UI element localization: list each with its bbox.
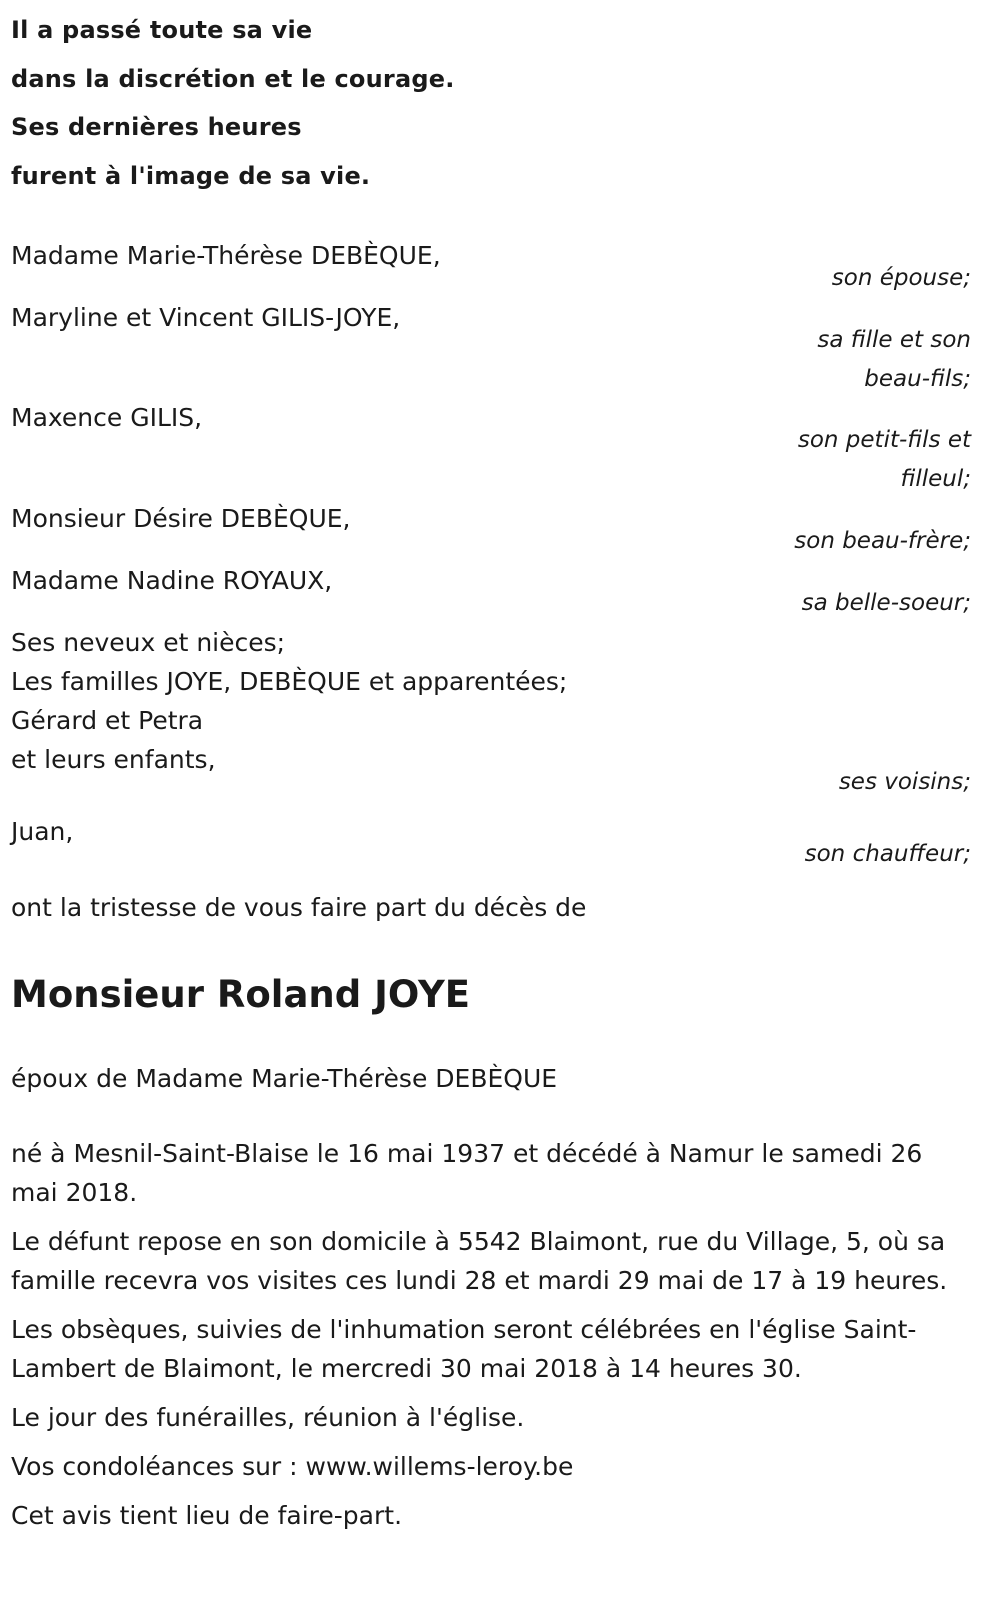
poem (11, 0, 971, 200)
relative-row (11, 499, 971, 561)
relative-role: sa belle-soeur; (801, 590, 971, 616)
details (11, 1134, 971, 1535)
meeting-text: Le jour des funérailles, réunion à l'église. (11, 1403, 525, 1432)
relative-name: Madame Marie-Thérèse DEBÈQUE, (11, 241, 441, 270)
spouse-line: époux de Madame Marie-Thérèse DEBÈQUE (11, 1064, 558, 1093)
deceased-name: Monsieur Roland JOYE (11, 973, 471, 1016)
relative-role: son petit-fils et filleul; (797, 427, 971, 492)
visitation-text: Le défunt repose en son domicile à 5542 Blaimont, rue du Village, 5, où sa famille recevra vos visites ces lundi 28 et mardi 29 mai de 17 à 19 heures. (11, 1227, 948, 1295)
birth-death-text: né à Mesnil-Saint-Blaise le 16 mai 1937 et décédé à Namur le samedi 26 mai 2018. (11, 1139, 923, 1207)
announcement: ont la tristesse de vous faire part du décès de (11, 893, 587, 922)
relative-role: son épouse; (831, 265, 971, 291)
relative-name: Maxence GILIS, (11, 403, 203, 432)
relative-name: Maryline et Vincent GILIS-JOYE, (11, 303, 401, 332)
relative-name: Juan, (11, 817, 74, 846)
relative-role: son chauffeur; (804, 841, 971, 867)
relative-role: ses voisins; (838, 769, 971, 795)
relative-name: Gérard et Petra (11, 706, 204, 735)
relative-name: et leurs enfants, (11, 745, 216, 774)
relatives-others (11, 623, 971, 802)
notice-text: Cet avis tient lieu de faire-part. (11, 1501, 403, 1530)
relative-row (11, 812, 971, 882)
condolences-text: Vos condoléances sur : www.willems-leroy.be (11, 1452, 574, 1481)
poem-line: furent à l'image de sa vie. (11, 161, 371, 190)
relative-role: sa fille et son beau-fils; (817, 327, 971, 392)
poem-line: Ses dernières heures (11, 113, 302, 141)
poem-line: Il a passé toute sa vie (11, 16, 313, 44)
funeral-text: Les obsèques, suivies de l'inhumation seront célébrées en l'église Saint-Lambert de Blaimont, le mercredi 30 mai 2018 à 14 heures 30. (11, 1315, 917, 1383)
relative-name: Madame Nadine ROYAUX, (11, 566, 333, 595)
relative-row (11, 236, 971, 298)
relative-row (11, 561, 971, 623)
relative-name: Monsieur Désire DEBÈQUE, (11, 504, 351, 533)
poem-line: dans la discrétion et le courage. (11, 64, 455, 93)
relative-name: Les familles JOYE, DEBÈQUE et apparentées; (11, 667, 568, 696)
relative-name: Ses neveux et nièces; (11, 628, 286, 657)
relative-row (11, 398, 971, 499)
relative-role: son beau-frère; (794, 528, 971, 554)
obituary-notice (11, 0, 971, 1545)
family-list (11, 236, 971, 882)
relative-row (11, 298, 971, 398)
